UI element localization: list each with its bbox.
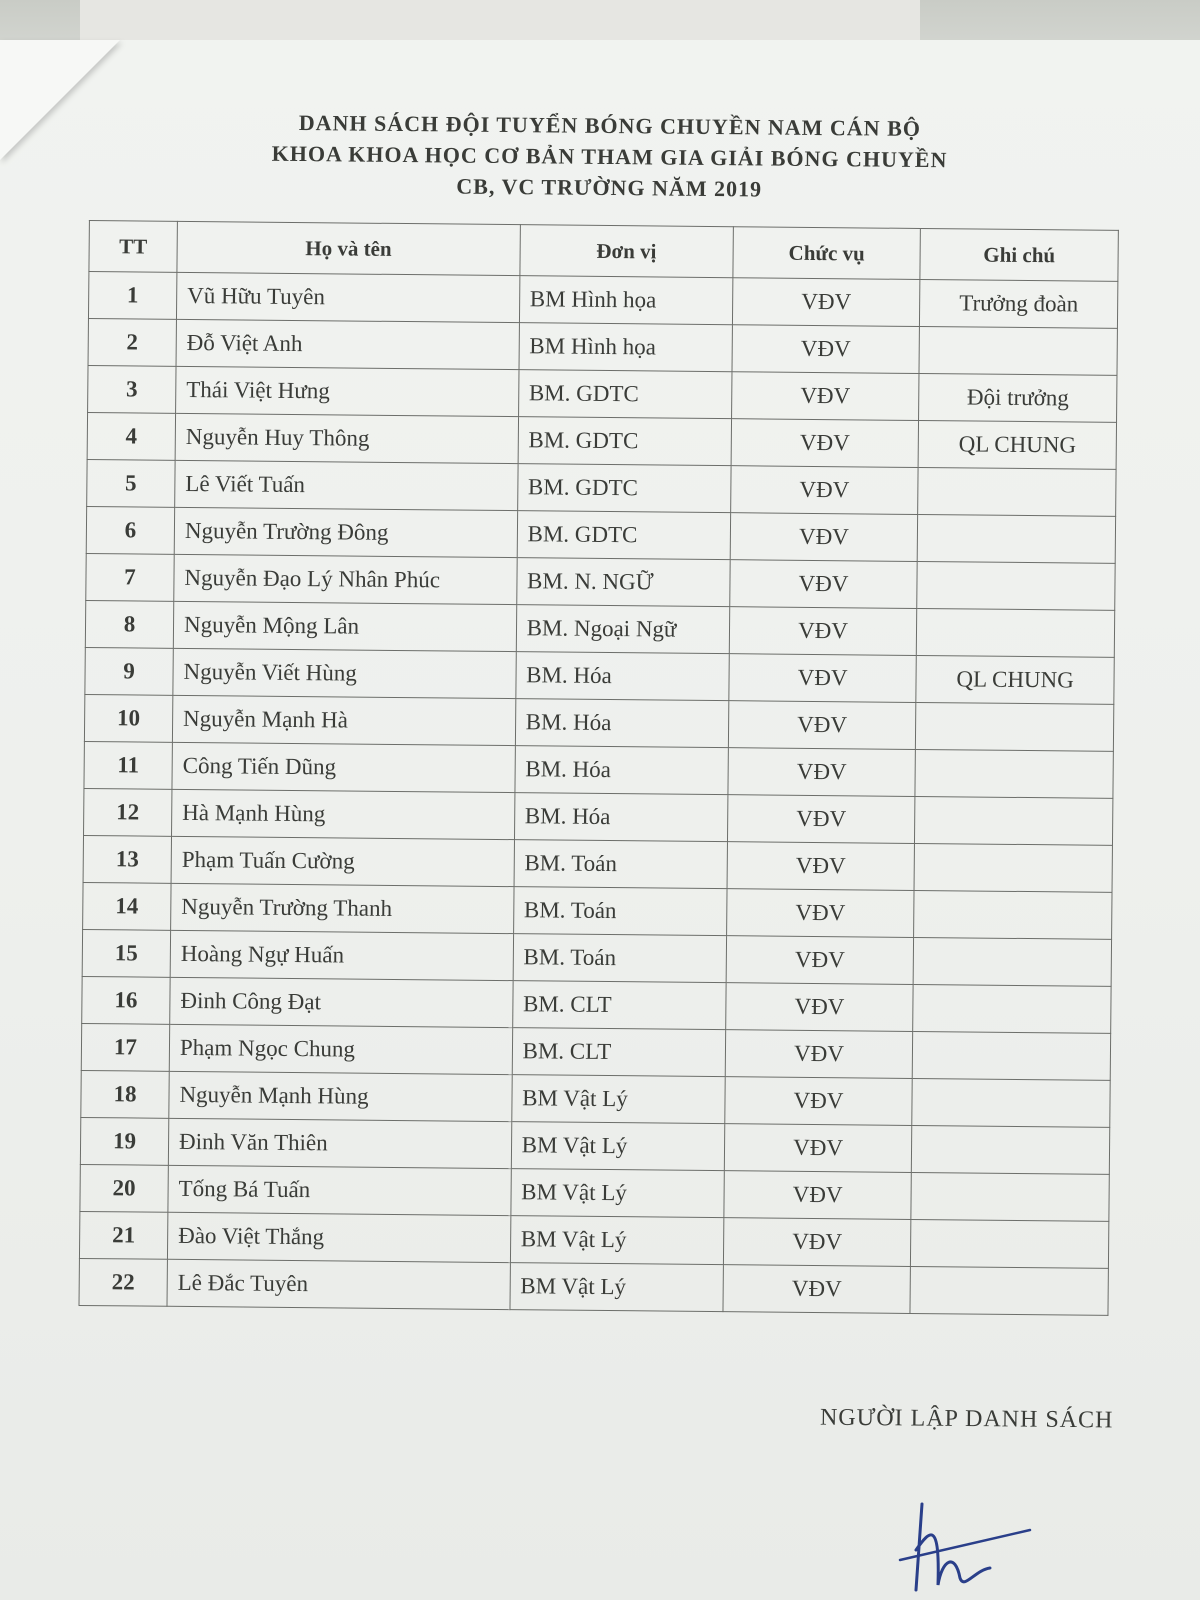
cell-name: Nguyễn Mộng Lân bbox=[173, 601, 516, 651]
cell-unit: BM. Hóa bbox=[515, 746, 729, 795]
document-title bbox=[79, 105, 1140, 208]
cell-role: VĐV bbox=[732, 278, 920, 327]
cell-note bbox=[919, 326, 1117, 375]
cell-unit: BM Vật Lý bbox=[511, 1075, 725, 1124]
cell-unit: BM. Ngoại Ngữ bbox=[516, 605, 730, 654]
header-unit: Đơn vị bbox=[520, 225, 734, 278]
cell-name: Phạm Tuấn Cường bbox=[171, 836, 514, 886]
signature-icon bbox=[880, 1490, 1040, 1600]
cell-note bbox=[915, 796, 1113, 845]
cell-role: VĐV bbox=[726, 983, 914, 1032]
cell-role: VĐV bbox=[723, 1218, 911, 1267]
roster-table bbox=[78, 220, 1118, 1316]
cell-role: VĐV bbox=[730, 513, 918, 562]
cell-role: VĐV bbox=[725, 1030, 913, 1079]
cell-unit: BM Hình họa bbox=[519, 276, 733, 325]
table-body bbox=[79, 272, 1118, 1316]
cell-role: VĐV bbox=[729, 654, 917, 703]
cell-unit: BM. N. NGỮ bbox=[516, 558, 730, 607]
header-role: Chức vụ bbox=[733, 227, 921, 280]
cell-unit: BM. Toán bbox=[513, 934, 727, 983]
cell-role: VĐV bbox=[724, 1171, 912, 1220]
cell-tt: 22 bbox=[79, 1258, 167, 1306]
cell-name: Nguyễn Mạnh Hà bbox=[172, 695, 515, 745]
cell-tt: 7 bbox=[86, 553, 174, 601]
cell-tt: 2 bbox=[88, 319, 176, 367]
cell-role: VĐV bbox=[731, 372, 919, 421]
document-content bbox=[68, 105, 1139, 1316]
cell-role: VĐV bbox=[727, 795, 915, 844]
cell-tt: 21 bbox=[79, 1211, 167, 1259]
cell-note bbox=[912, 1125, 1110, 1174]
cell-role: VĐV bbox=[724, 1124, 912, 1173]
header-name: Họ và tên bbox=[177, 221, 520, 275]
cell-tt: 18 bbox=[81, 1070, 169, 1118]
title-line-2: KHOA KHOA HỌC CƠ BẢN THAM GIA GIẢI BÓNG CHUYỀN bbox=[271, 140, 948, 173]
cell-unit: BM. Toán bbox=[513, 887, 727, 936]
cell-note: QL CHUNG bbox=[918, 420, 1116, 469]
cell-role: VĐV bbox=[723, 1265, 911, 1314]
cell-name: Tống Bá Tuấn bbox=[168, 1165, 511, 1215]
cell-name: Đỗ Việt Anh bbox=[176, 319, 519, 369]
cell-unit: BM. GDTC bbox=[517, 511, 731, 560]
cell-tt: 13 bbox=[83, 835, 171, 883]
cell-role: VĐV bbox=[727, 842, 915, 891]
cell-unit: BM. GDTC bbox=[517, 464, 731, 513]
cell-note bbox=[911, 1172, 1109, 1221]
cell-tt: 16 bbox=[82, 976, 170, 1024]
cell-name: Nguyễn Viết Hùng bbox=[173, 648, 516, 698]
cell-note: Đội trưởng bbox=[919, 373, 1117, 422]
cell-unit: BM. Hóa bbox=[514, 793, 728, 842]
cell-name: Thái Việt Hưng bbox=[176, 366, 519, 416]
cell-note bbox=[913, 984, 1111, 1033]
cell-tt: 3 bbox=[88, 366, 176, 414]
cell-tt: 4 bbox=[87, 412, 175, 460]
cell-role: VĐV bbox=[732, 325, 920, 374]
cell-note bbox=[916, 702, 1114, 751]
cell-name: Hoàng Ngự Huấn bbox=[170, 930, 513, 980]
cell-unit: BM Vật Lý bbox=[510, 1263, 724, 1312]
cell-tt: 20 bbox=[80, 1164, 168, 1212]
header-tt: TT bbox=[89, 221, 177, 273]
cell-tt: 12 bbox=[84, 788, 172, 836]
cell-name: Lê Viết Tuấn bbox=[175, 460, 518, 510]
cell-name: Hà Mạnh Hùng bbox=[171, 789, 514, 839]
cell-name: Nguyễn Trường Thanh bbox=[171, 883, 514, 933]
cell-role: VĐV bbox=[731, 466, 919, 515]
cell-unit: BM Vật Lý bbox=[511, 1169, 725, 1218]
cell-unit: BM Vật Lý bbox=[510, 1216, 724, 1265]
cell-tt: 10 bbox=[84, 694, 172, 742]
cell-note bbox=[914, 890, 1112, 939]
cell-role: VĐV bbox=[731, 419, 919, 468]
cell-name: Đinh Công Đạt bbox=[170, 977, 513, 1027]
cell-name: Công Tiến Dũng bbox=[172, 742, 515, 792]
cell-note bbox=[917, 561, 1115, 610]
cell-unit: BM. GDTC bbox=[518, 417, 732, 466]
cell-role: VĐV bbox=[728, 748, 916, 797]
cell-tt: 8 bbox=[85, 600, 173, 648]
cell-role: VĐV bbox=[725, 1077, 913, 1126]
cell-name: Nguyễn Trường Đông bbox=[174, 507, 517, 557]
table-row bbox=[79, 1258, 1108, 1315]
cell-role: VĐV bbox=[728, 701, 916, 750]
cell-tt: 15 bbox=[82, 929, 170, 977]
cell-name: Đào Việt Thắng bbox=[167, 1212, 510, 1262]
cell-unit: BM. Hóa bbox=[515, 652, 729, 701]
cell-note bbox=[912, 1031, 1110, 1080]
cell-tt: 17 bbox=[81, 1023, 169, 1071]
cell-name: Đinh Văn Thiên bbox=[168, 1118, 511, 1168]
cell-note: Trưởng đoàn bbox=[920, 279, 1118, 328]
cell-note bbox=[911, 1219, 1109, 1268]
title-line-1: DANH SÁCH ĐỘI TUYỂN BÓNG CHUYỀN NAM CÁN BỘ bbox=[298, 110, 922, 141]
cell-note: QL CHUNG bbox=[916, 655, 1114, 704]
cell-name: Nguyễn Đạo Lý Nhân Phúc bbox=[174, 554, 517, 604]
cell-tt: 6 bbox=[86, 506, 174, 554]
cell-name: Lê Đắc Tuyên bbox=[167, 1259, 510, 1309]
cell-note bbox=[915, 749, 1113, 798]
cell-note bbox=[914, 843, 1112, 892]
cell-name: Nguyễn Huy Thông bbox=[175, 413, 518, 463]
cell-name: Vũ Hữu Tuyên bbox=[176, 272, 519, 322]
cell-name: Nguyễn Mạnh Hùng bbox=[169, 1071, 512, 1121]
cell-tt: 9 bbox=[85, 647, 173, 695]
cell-unit: BM Vật Lý bbox=[511, 1122, 725, 1171]
cell-note bbox=[917, 608, 1115, 657]
cell-unit: BM. Hóa bbox=[515, 699, 729, 748]
cell-note bbox=[912, 1078, 1110, 1127]
cell-note bbox=[917, 514, 1115, 563]
cell-unit: BM Hình họa bbox=[519, 323, 733, 372]
signer-label: NGƯỜI LẬP DANH SÁCH bbox=[819, 1404, 1114, 1434]
cell-unit: BM. CLT bbox=[512, 1028, 726, 1077]
cell-name: Phạm Ngọc Chung bbox=[169, 1024, 512, 1074]
cell-note bbox=[918, 467, 1116, 516]
cell-tt: 5 bbox=[87, 459, 175, 507]
cell-tt: 19 bbox=[80, 1117, 168, 1165]
cell-role: VĐV bbox=[726, 936, 914, 985]
cell-unit: BM. CLT bbox=[512, 981, 726, 1030]
cell-role: VĐV bbox=[729, 607, 917, 656]
cell-tt: 14 bbox=[83, 882, 171, 930]
cell-tt: 1 bbox=[88, 272, 176, 320]
header-note: Ghi chú bbox=[920, 228, 1118, 281]
cell-role: VĐV bbox=[726, 889, 914, 938]
cell-note bbox=[913, 937, 1111, 986]
cell-note bbox=[910, 1266, 1108, 1315]
cell-unit: BM. GDTC bbox=[518, 370, 732, 419]
cell-unit: BM. Toán bbox=[514, 840, 728, 889]
title-line-3: CB, VC TRƯỜNG NĂM 2019 bbox=[456, 173, 763, 202]
cell-tt: 11 bbox=[84, 741, 172, 789]
cell-role: VĐV bbox=[730, 560, 918, 609]
